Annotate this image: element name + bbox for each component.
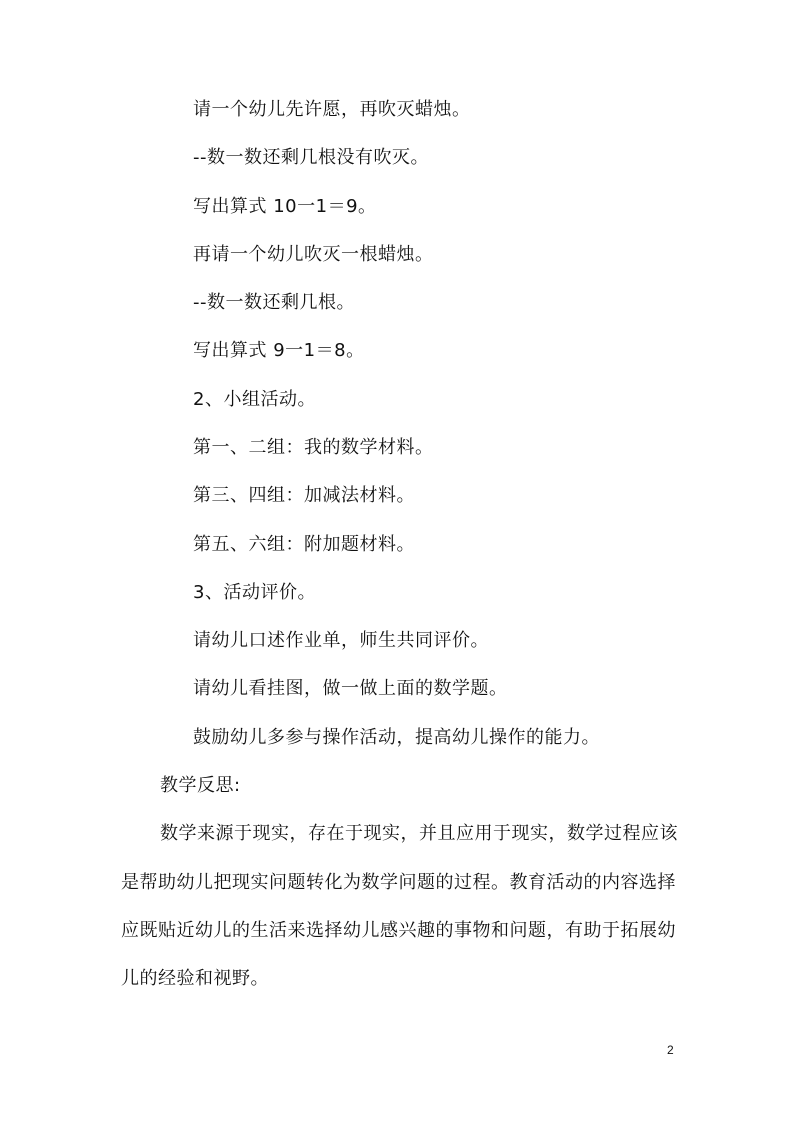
text-line: --数一数还剩几根。	[193, 292, 355, 313]
section-heading: 2、小组活动。	[193, 389, 316, 410]
text-line: 写出算式 9一1＝8。	[193, 340, 365, 361]
section-heading: 教学反思:	[160, 775, 241, 796]
page-number: 2	[667, 1043, 674, 1057]
text-line: 第一、二组：我的数学材料。	[193, 437, 434, 458]
section-heading: 3、活动评价。	[193, 582, 316, 603]
paragraph-line: 数学来源于现实，存在于现实，并且应用于现实，数学过程应该	[160, 823, 678, 844]
paragraph-line: 应既贴近幼儿的生活来选择幼儿感兴趣的事物和问题，有助于拓展幼	[121, 920, 676, 941]
paragraph-line: 是帮助幼儿把现实问题转化为数学问题的过程。教育活动的内容选择	[121, 872, 676, 893]
text-line: 再请一个幼儿吹灭一根蜡烛。	[193, 244, 434, 265]
text-line: 请幼儿看挂图，做一做上面的数学题。	[193, 678, 508, 699]
text-line: 第三、四组：加减法材料。	[193, 485, 415, 506]
text-line: 鼓励幼儿多参与操作活动，提高幼儿操作的能力。	[193, 727, 600, 748]
text-line: --数一数还剩几根没有吹灭。	[193, 147, 429, 168]
text-line: 第五、六组：附加题材料。	[193, 534, 415, 555]
text-line: 请幼儿口述作业单，师生共同评价。	[193, 630, 489, 651]
paragraph-line: 儿的经验和视野。	[121, 968, 269, 989]
text-line: 写出算式 10一1＝9。	[193, 196, 377, 217]
text-line: 请一个幼儿先许愿，再吹灭蜡烛。	[193, 99, 471, 120]
